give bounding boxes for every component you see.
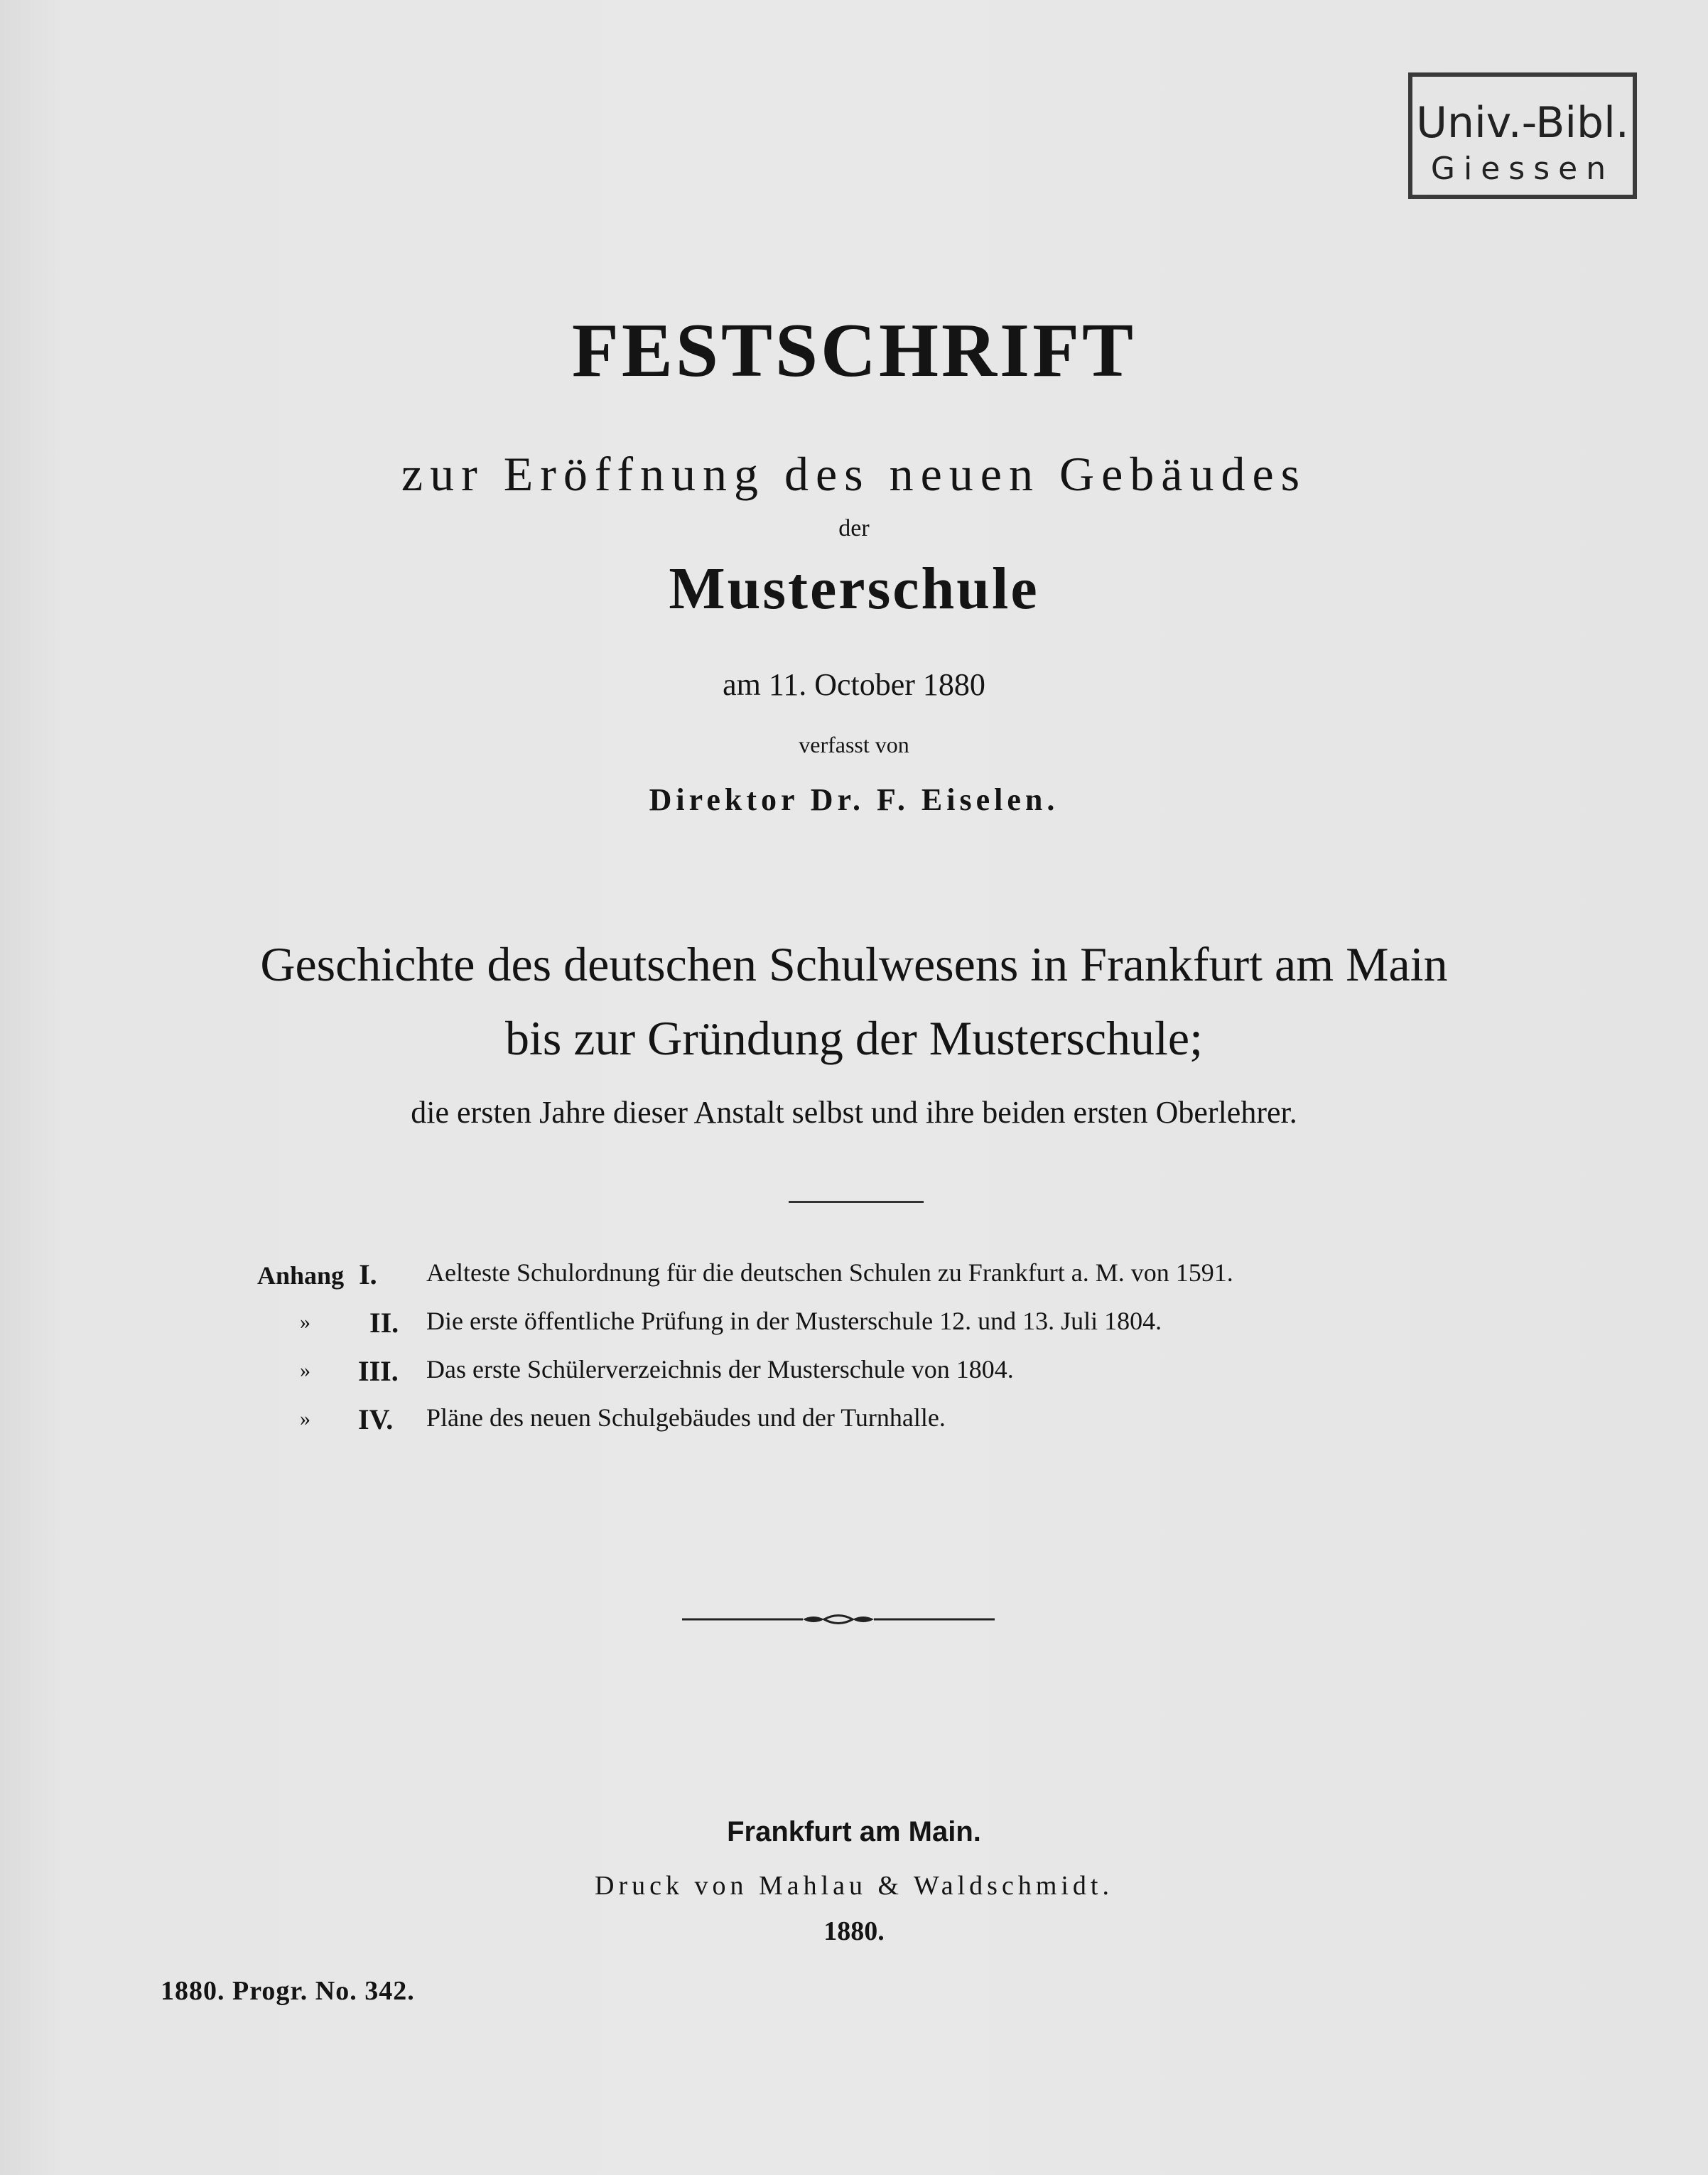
library-stamp: [1408, 72, 1637, 199]
appendix-text: Das erste Schülerverzeichnis der Musterschule von 1804.: [426, 1355, 1014, 1383]
topic-line-2: bis zur Gründung der Musterschule;: [504, 1011, 1203, 1065]
ditto-mark: »: [300, 1407, 310, 1430]
authored-by: verfasst von: [799, 732, 909, 757]
appendix-text: Die erste öffentliche Prüfung in der Musterschule 12. und 13. Juli 1804.: [426, 1307, 1162, 1335]
appendix-number: III.: [358, 1355, 399, 1387]
imprint-printer: Druck von Mahlau & Waldschmidt.: [595, 1871, 1113, 1901]
appendix-number: I.: [359, 1258, 377, 1290]
topic-line-1: Geschichte des deutschen Schulwesens in Frankfurt am Main: [260, 937, 1448, 991]
stamp-line-1: Univ.-Bibl.: [1416, 98, 1629, 148]
ditto-mark: »: [300, 1359, 310, 1382]
topic-line-3: die ersten Jahre dieser Anstalt selbst und ihre beiden ersten Oberlehrer.: [411, 1095, 1297, 1130]
date-line: am 11. October 1880: [723, 667, 985, 702]
school-name: Musterschule: [669, 556, 1039, 622]
appendix-number: IV.: [358, 1403, 394, 1435]
ornament-divider: [682, 1612, 995, 1627]
subtitle: zur Eröffnung des neuen Gebäudes: [401, 447, 1307, 501]
title: FESTSCHRIFT: [571, 308, 1137, 393]
stamp-line-2: Giessen: [1430, 151, 1615, 187]
divider-rule: [789, 1201, 924, 1203]
article-der: der: [838, 515, 870, 541]
appendix-text: Pläne des neuen Schulgebäudes und der Turnhalle.: [426, 1403, 946, 1432]
imprint-year: 1880.: [823, 1916, 885, 1946]
program-number: 1880. Progr. No. 342.: [161, 1976, 415, 2006]
appendix-text: Aelteste Schulordnung für die deutschen Schulen zu Frankfurt a. M. von 1591.: [426, 1258, 1233, 1287]
appendix-number: II.: [369, 1307, 399, 1339]
appendix-label: Anhang: [257, 1261, 345, 1290]
author-name: Direktor Dr. F. Eiselen.: [649, 782, 1059, 817]
ditto-mark: »: [300, 1310, 310, 1334]
imprint-place: Frankfurt am Main.: [727, 1816, 981, 1847]
